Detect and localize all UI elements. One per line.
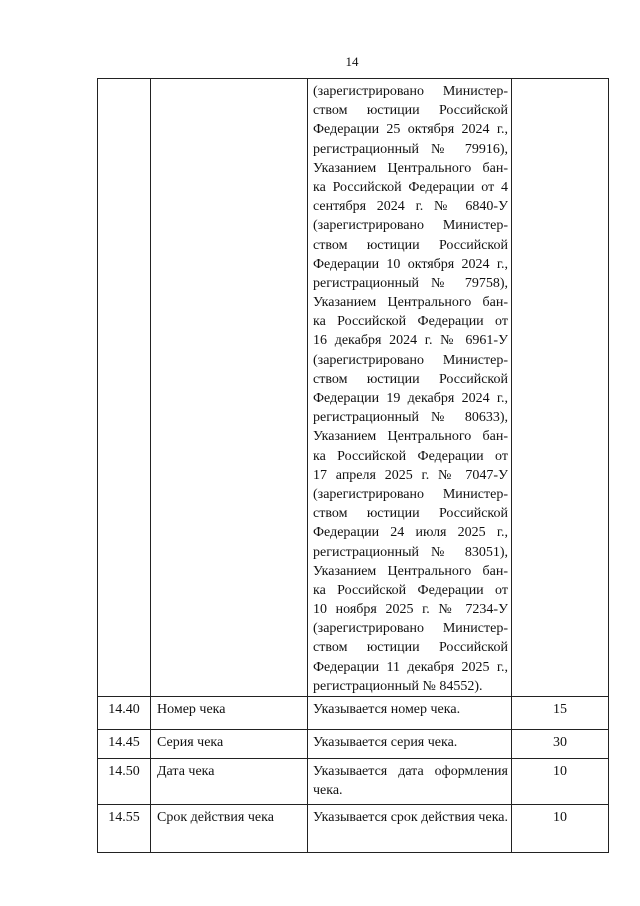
cell-length: 10 [512,759,609,805]
continuation-line: регистрационный № 79916), [313,141,508,157]
cell-code: 14.45 [98,730,151,759]
cell-name: Номер чека [151,697,308,730]
table-row [98,730,609,759]
continuation-line: (зарегистрировано Министер- [313,218,508,234]
continuation-line: ка Российской Федерации от [313,314,508,330]
continuation-line: ка Российской Федерации от [313,582,508,598]
cell-description [308,759,512,805]
continuation-line: Указанием Центрального бан- [313,160,508,176]
description-text: Указывается серия чека. [313,735,458,750]
cell-name: Срок действия чека [151,805,308,853]
continuation-line: Указанием Центрального бан- [313,429,508,445]
continuation-line: Федерации 11 декабря 2025 г., [313,659,508,675]
continuation-line: 17 апреля 2025 г. № 7047-У [313,467,508,483]
table-row [98,805,609,853]
cell-description [308,697,512,730]
continuation-line: ка Российской Федерации от 4 [313,179,508,195]
cell-length-empty [512,79,609,697]
cell-length: 15 [512,697,609,730]
continuation-line: регистрационный № 79758), [313,275,508,291]
cell-length: 30 [512,730,609,759]
cell-description [308,805,512,853]
cell-description [308,730,512,759]
continuation-line: Федерации 19 декабря 2024 г., [313,391,508,406]
continuation-text-block [313,82,508,696]
continuation-line: 10 ноября 2025 г. № 7234-У [313,602,508,618]
continuation-line: регистрационный № 84552). [313,678,483,694]
continuation-line: сентября 2024 г. № 6840-У [313,199,508,215]
continuation-line: (зарегистрировано Министер- [313,621,508,637]
cell-length: 10 [512,805,609,853]
table-row-continuation [98,79,609,697]
continuation-line: Федерации 10 октября 2024 г., [313,256,508,272]
cell-continuation-text [308,79,512,697]
continuation-line: 16 декабря 2024 г. № 6961-У [313,333,508,349]
continuation-line: (зарегистрировано Министер- [313,352,508,368]
description-text: Указывается срок действия чека. [313,810,508,825]
continuation-line: ством юстиции Российской [313,103,508,119]
requisites-table [97,78,609,853]
page-number: 14 [345,54,359,69]
continuation-line: Федерации 24 июля 2025 г., [313,525,508,541]
description-text: Указывается номер чека. [313,702,461,717]
cell-name: Серия чека [151,730,308,759]
continuation-line: ка Российской Федерации от [313,448,508,464]
cell-name: Дата чека [151,759,308,805]
continuation-line: Указанием Центрального бан- [313,295,508,311]
continuation-line: (зарегистрировано Министер- [313,84,508,99]
continuation-line: регистрационный № 80633), [313,410,508,426]
continuation-line: ством юстиции Российской [313,237,508,253]
table-row [98,697,609,730]
continuation-line: ством юстиции Российской [313,506,508,522]
continuation-line: Федерации 25 октября 2024 г., [313,122,508,138]
cell-code: 14.40 [98,697,151,730]
continuation-line: ством юстиции Российской [313,640,508,656]
cell-name-empty [151,79,308,697]
continuation-line: (зарегистрировано Министер- [313,486,508,502]
continuation-line: регистрационный № 83051), [313,544,508,560]
table-row [98,759,609,805]
cell-code: 14.50 [98,759,151,805]
cell-code: 14.55 [98,805,151,853]
continuation-line: ством юстиции Российской [313,371,508,387]
cell-code-empty [98,79,151,697]
description-text: Указывается дата оформления чека. [313,764,508,799]
continuation-line: Указанием Центрального бан- [313,563,508,579]
